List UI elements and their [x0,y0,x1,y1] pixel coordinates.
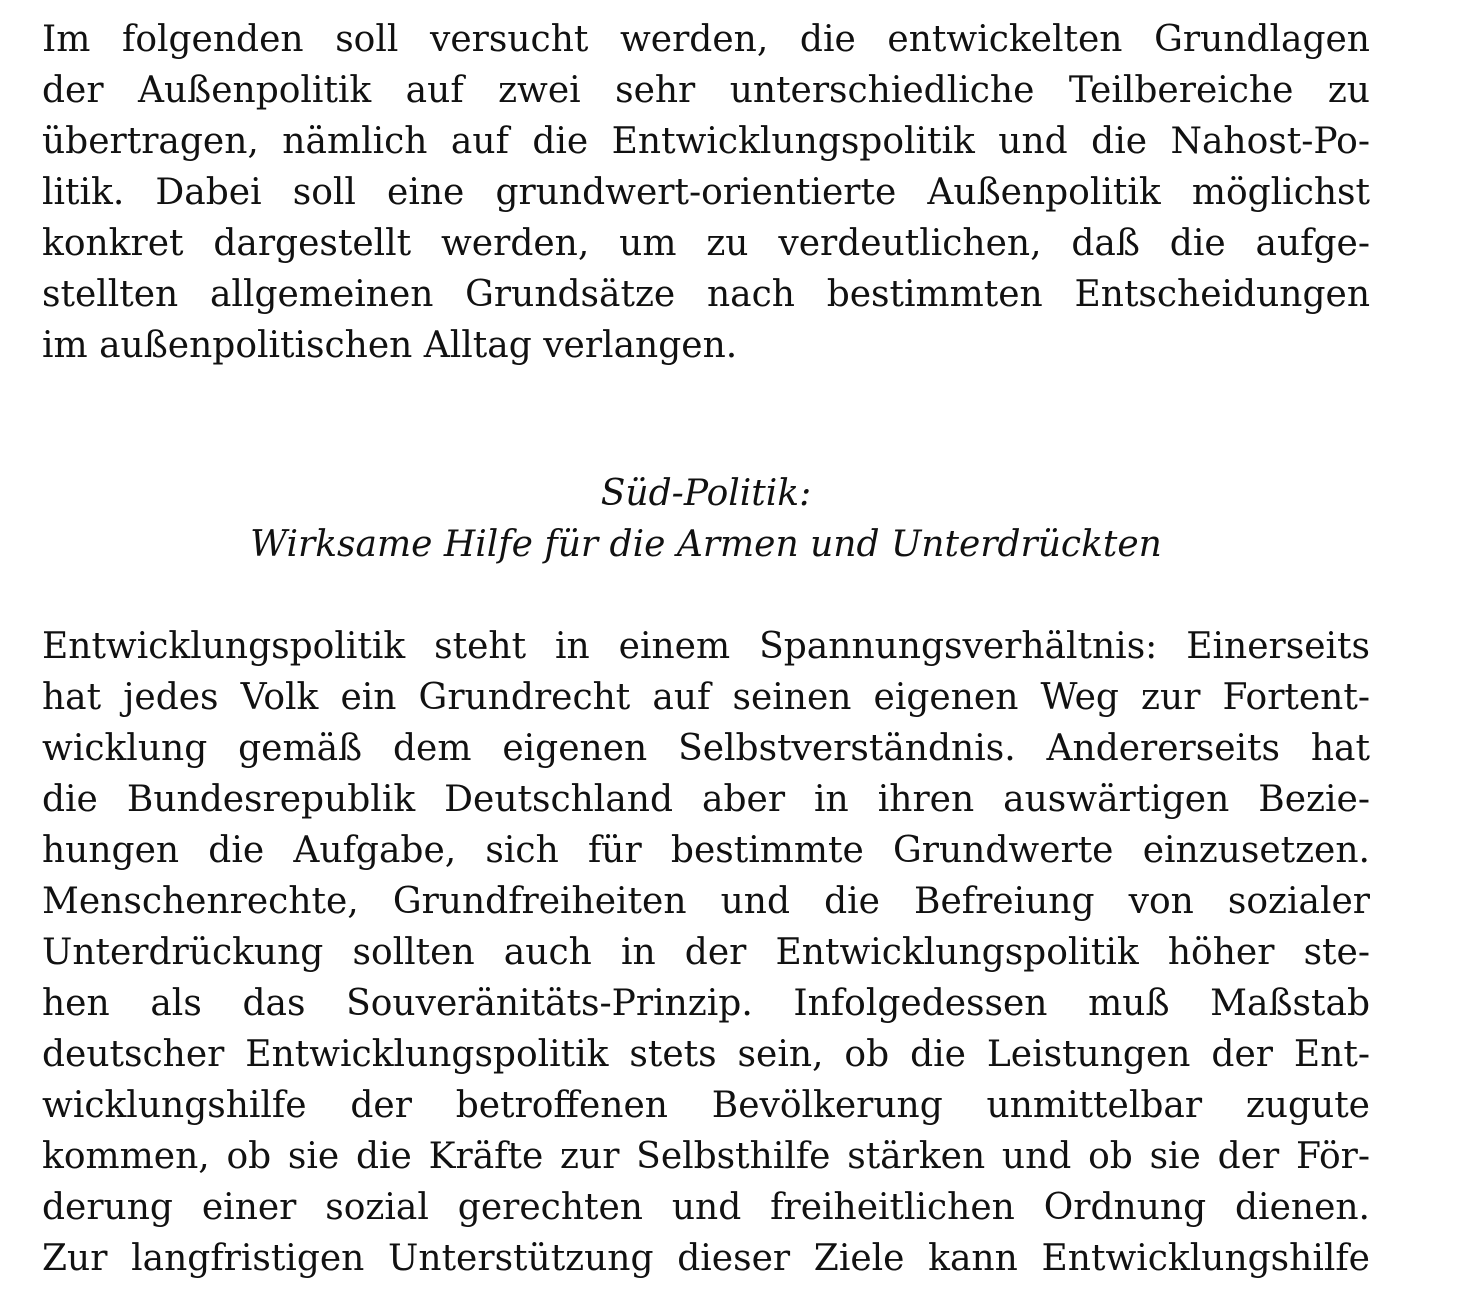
text-line: die Bundesrepublik Deutschland aber in ihren auswärtigen Bezie- [42,779,1370,820]
text-line: Im folgenden soll versucht werden, die entwickelten Grundlagen [42,19,1370,60]
text-line: hen als das Souveränitäts-Prinzip. Infolgedessen muß Maßstab [42,983,1370,1024]
document-page [42,14,1370,1284]
text-line: derung einer sozial gerechten und freiheitlichen Ordnung dienen. [42,1187,1370,1228]
text-line: deutscher Entwicklungspolitik stets sein, ob die Leistungen der Ent- [42,1034,1370,1075]
section-subtitle: Wirksame Hilfe für die Armen und Unterdrückten [250,524,1162,565]
spacer [42,371,1370,468]
text-line: konkret dargestellt werden, um zu verdeutlichen, daß die aufge- [42,223,1370,264]
text-line: wicklung gemäß dem eigenen Selbstverständnis. Andererseits hat [42,728,1370,769]
text-line: wicklungshilfe der betroffenen Bevölkerung unmittelbar zugute [42,1085,1370,1126]
text-line: der Außenpolitik auf zwei sehr unterschiedliche Teilbereiche zu [42,70,1370,111]
text-line: Entwicklungspolitik steht in einem Spannungsverhältnis: Einerseits [42,626,1370,667]
text-line: stellten allgemeinen Grundsätze nach bestimmten Entscheidungen [42,274,1370,315]
spacer [42,570,1370,621]
text-line: kommen, ob sie die Kräfte zur Selbsthilfe stärken und ob sie der För- [42,1136,1370,1177]
text-line: litik. Dabei soll eine grundwert-orientierte Außenpolitik möglichst [42,172,1370,213]
intro-paragraph [42,14,1370,371]
section-title: Süd-Politik: [600,473,812,514]
text-line: hungen die Aufgabe, sich für bestimmte Grundwerte einzusetzen. [42,830,1370,871]
text-line: Menschenrechte, Grundfreiheiten und die Befreiung von sozialer [42,881,1370,922]
text-line: übertragen, nämlich auf die Entwicklungspolitik und die Nahost-Po- [42,121,1370,162]
body-paragraph [42,621,1370,1284]
section-heading [42,468,1370,570]
text-line: hat jedes Volk ein Grundrecht auf seinen eigenen Weg zur Fortent- [42,677,1370,718]
text-line: Zur langfristigen Unterstützung dieser Ziele kann Entwicklungshilfe [42,1238,1370,1279]
text-line: im außenpolitischen Alltag verlangen. [42,325,738,366]
text-line: Unterdrückung sollten auch in der Entwicklungspolitik höher ste- [42,932,1370,973]
